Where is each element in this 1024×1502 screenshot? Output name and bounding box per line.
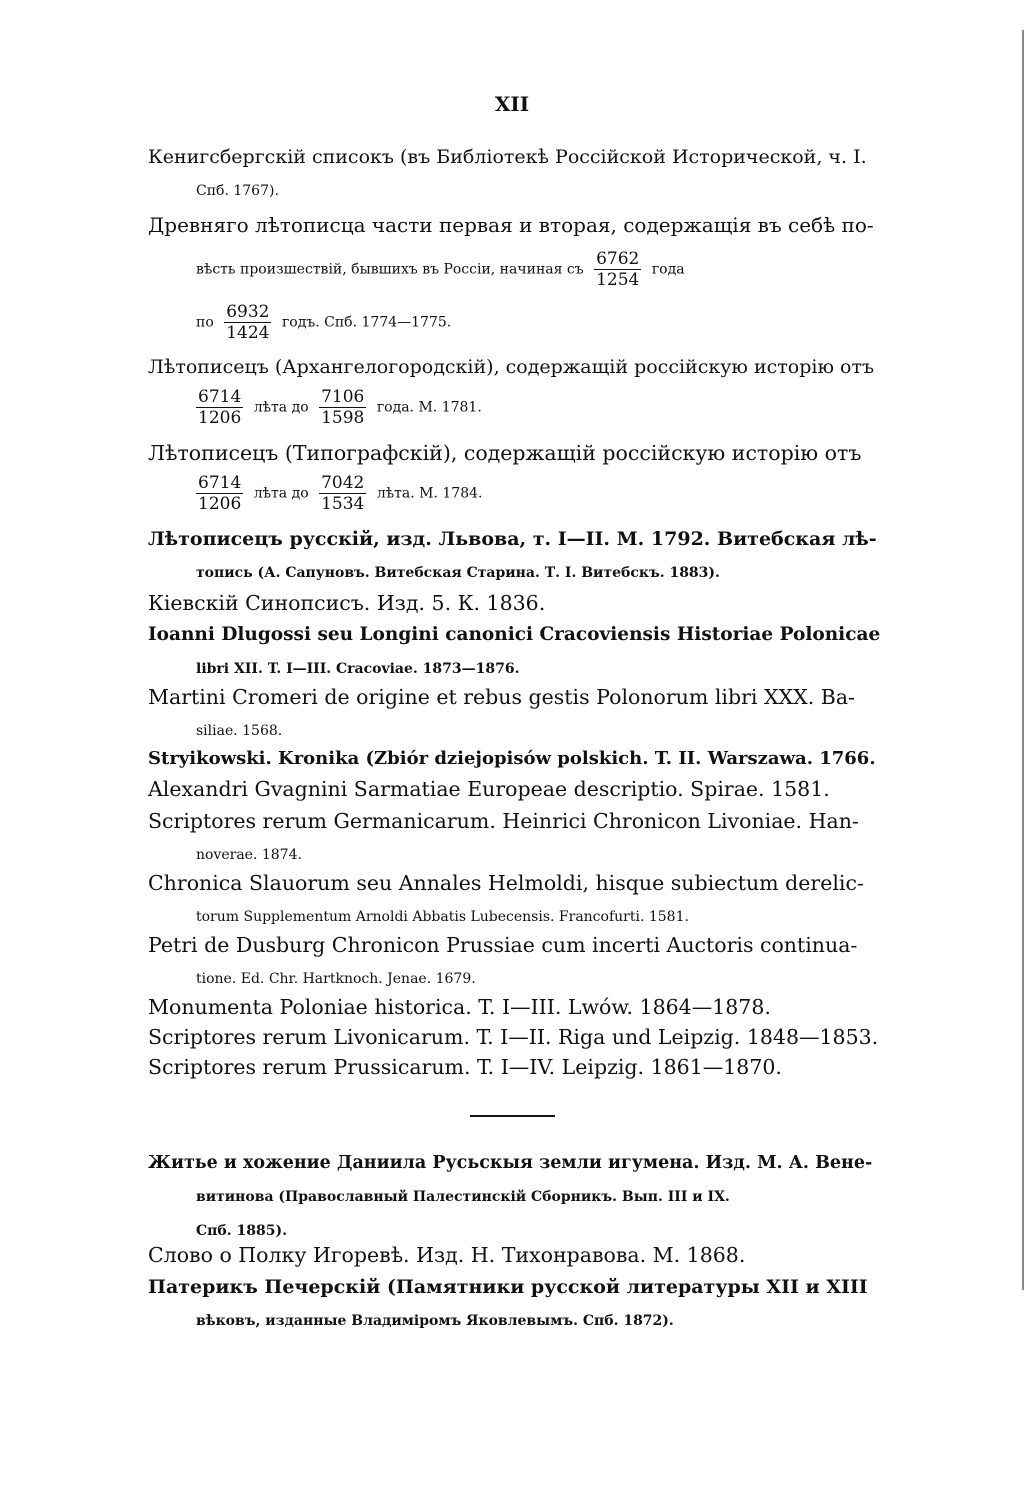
entry-line [148, 250, 883, 289]
entry-line: noverae. 1874. [196, 847, 302, 863]
entry-line: siliae. 1568. [196, 723, 283, 739]
bibliography-entry [148, 804, 883, 872]
entry-line: Scriptores rerum Germanicarum. Heinrici Chronicon Livoniae. Han- [148, 809, 859, 833]
entry-line: Scriptores rerum Prussicarum. T. I—IV. Leipzig. 1861—1870. [148, 1055, 782, 1079]
fraction-denominator: 1534 [321, 494, 365, 514]
bibliography-entry [148, 350, 883, 427]
entry-text: вѣсть произшествій, бывшихъ въ Россіи, начиная съ [196, 261, 584, 278]
fraction-numerator: 6714 [198, 387, 242, 407]
entry-line: витинова (Православный Палестинскій Сборникъ. Вып. III и IX. [196, 1189, 730, 1205]
entry-text: по [196, 314, 214, 331]
fraction-denominator: 1206 [198, 494, 242, 514]
entry-line: Лѣтописецъ русскій, изд. Львова, т. I—II. М. 1792. Витебская лѣ- [148, 528, 877, 550]
bibliography-entry [148, 140, 883, 208]
year-fraction [224, 303, 271, 342]
year-fraction [594, 250, 641, 289]
year-fraction [196, 388, 243, 427]
entry-line: Слово о Полку Игоревѣ. Изд. Н. Тихонравова. М. 1868. [148, 1243, 746, 1267]
entry-line: Petri de Dusburg Chronicon Prussiae cum incerti Auctoris continua- [148, 933, 858, 957]
entry-line: Martini Cromeri de origine et rebus gestis Polonorum libri XXX. Ba- [148, 685, 855, 709]
fraction-numerator: 7042 [321, 473, 365, 493]
bibliography-entry [148, 586, 883, 620]
bibliography-entry [148, 742, 883, 776]
entry-line: tione. Ed. Chr. Hartknoch. Jenae. 1679. [196, 971, 476, 987]
entry-line [148, 474, 883, 513]
year-fraction [196, 474, 243, 513]
entry-line: Патерикъ Печерскій (Памятники русской литературы XII и XIII [148, 1276, 868, 1298]
bibliography-entry [148, 866, 883, 934]
section-divider [470, 1115, 555, 1117]
bibliography-entry [148, 522, 883, 590]
page-number: XII [494, 92, 530, 116]
entry-line: Спб. 1767). [196, 183, 279, 199]
bibliography-entry [148, 436, 883, 513]
entry-text: лѣта. М. 1784. [376, 485, 483, 502]
entry-line: топись (А. Сапуновъ. Витебская Старина. Т. I. Витебскъ. 1883). [196, 565, 720, 581]
entry-line: Спб. 1885). [196, 1223, 287, 1239]
entry-line: torum Supplementum Arnoldi Abbatis Lubecensis. Francofurti. 1581. [196, 909, 689, 925]
bibliography-entry [148, 680, 883, 748]
entry-text: года [651, 261, 685, 278]
entry-line: Древняго лѣтописца части первая и вторая, содержащія въ себѣ по- [148, 213, 874, 237]
entry-text: лѣта до [253, 485, 309, 502]
entry-line: Stryikowski. Kronika (Zbiór dziejopisów polskich. T. II. Warszawa. 1766. [148, 748, 876, 769]
fraction-numerator: 6714 [198, 473, 242, 493]
bibliography-entry [148, 1146, 883, 1248]
entry-line: Кіевскій Синопсисъ. Изд. 5. К. 1836. [148, 591, 546, 615]
bibliography-entry [148, 1050, 883, 1084]
entry-line [148, 388, 883, 427]
entry-line: Monumenta Poloniae historica. T. I—III. Lwów. 1864—1878. [148, 995, 771, 1019]
fraction-denominator: 1206 [198, 408, 242, 428]
entry-line: вѣковъ, изданные Владиміромъ Яковлевымъ. Спб. 1872). [196, 1313, 674, 1329]
fraction-denominator: 1424 [226, 323, 270, 343]
entry-line: Alexandri Gvagnini Sarmatiae Europeae descriptio. Spirae. 1581. [148, 777, 830, 801]
bibliography-entry [148, 208, 883, 342]
bibliography-entry [148, 1238, 883, 1272]
fraction-numerator: 7106 [321, 387, 365, 407]
year-fraction [319, 474, 366, 513]
bibliography-entry [148, 1020, 883, 1054]
bibliography-entry [148, 618, 883, 686]
entry-line: libri XII. T. I—III. Cracoviae. 1873—1876. [196, 661, 520, 677]
entry-text: года. М. 1781. [376, 399, 482, 416]
entry-line: Scriptores rerum Livonicarum. T. I—II. Riga und Leipzig. 1848—1853. [148, 1025, 879, 1049]
entry-line: Лѣтописецъ (Архангелогородскій), содержащій россійскую исторію отъ [148, 356, 875, 378]
fraction-denominator: 1598 [321, 408, 365, 428]
entry-text: лѣта до [253, 399, 309, 416]
entry-line: Chronica Slauorum seu Annales Helmoldi, hisque subiectum derelic- [148, 871, 864, 895]
fraction-denominator: 1254 [596, 270, 640, 290]
bibliography-entry [148, 772, 883, 806]
entry-line: Житье и хожение Даниила Русьскыя земли игумена. Изд. М. А. Вене- [148, 1153, 873, 1173]
entry-line: Кенигсбергскій списокъ (въ Библіотекѣ Россійской Исторической, ч. I. [148, 146, 867, 168]
fraction-numerator: 6762 [596, 249, 640, 269]
fraction-numerator: 6932 [226, 302, 270, 322]
entry-line [148, 303, 883, 342]
bibliography-entry [148, 1270, 883, 1338]
bibliography-entry [148, 928, 883, 996]
entry-text: годъ. Спб. 1774—1775. [281, 314, 452, 331]
year-fraction [319, 388, 366, 427]
entry-line: Ioanni Dlugossi seu Longini canonici Cracoviensis Historiae Polonicae [148, 624, 881, 645]
bibliography-entry [148, 990, 883, 1024]
entry-line: Лѣтописецъ (Типографскій), содержащій россійскую исторію отъ [148, 441, 862, 465]
